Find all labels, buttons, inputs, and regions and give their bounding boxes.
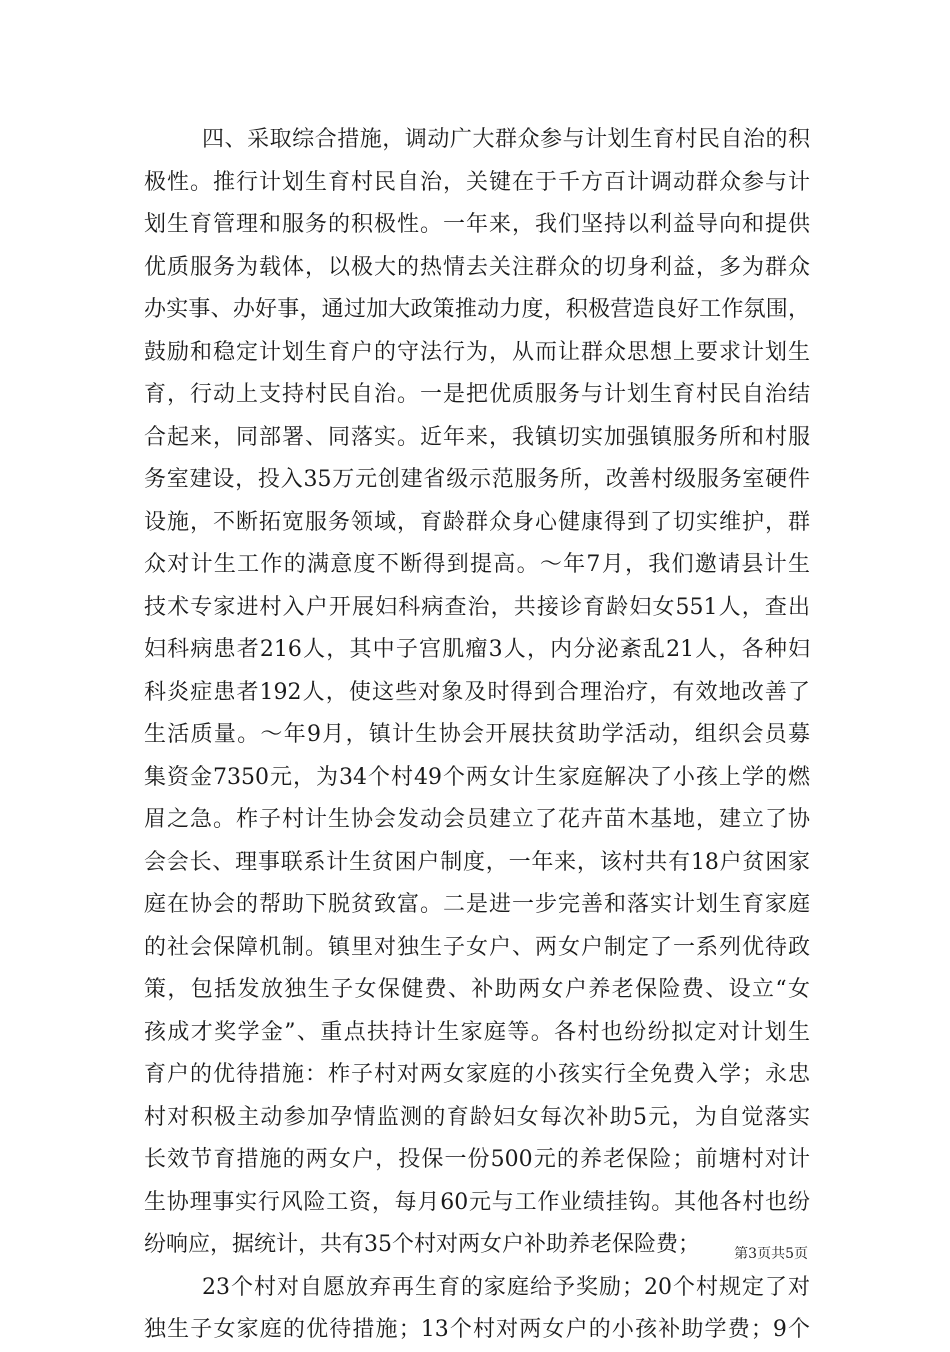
text-line: 庭在协会的帮助下脱贫致富。二是进一步完善和落实计划生育家庭 (144, 892, 810, 917)
text-line: 长效节育措施的两女户，投保一份500元的养老保险；前塘村对计 (144, 1147, 810, 1172)
text-line: 技术专家进村入户开展妇科病查治，共接诊育龄妇女551人，查出 (144, 594, 810, 620)
text-line: 眉之急。柞子村计生协会发动会员建立了花卉苗木基地，建立了协 (144, 807, 810, 832)
text-line: 务室建设，投入35万元创建省级示范服务所，改善村级服务室硬件 (144, 467, 810, 492)
text-line: 合起来，同部署、同落实。近年来，我镇切实加强镇服务所和村服 (144, 424, 810, 450)
page-number: 第3页共5页 (734, 1246, 808, 1262)
text-line: 极性。推行计划生育村民自治，关键在于千方百计调动群众参与计 (144, 169, 810, 195)
body-text (144, 119, 810, 1352)
text-line: 办实事、办好事，通过加大政策推动力度，积极营造良好工作氛围， (144, 297, 810, 322)
text-line: 众对计生工作的满意度不断得到提高。～年7月，我们邀请县计生 (144, 552, 810, 577)
text-line: 孩成才奖学金”、重点扶持计生家庭等。各村也纷纷拟定对计划生 (144, 1019, 810, 1045)
text-line: 鼓励和稳定计划生育户的守法行为，从而让群众思想上要求计划生 (144, 339, 810, 365)
text-line: 独生子女家庭的优待措施；13个村对两女户的小孩补助学费；9个 (144, 1317, 810, 1342)
text-line: 四、采取综合措施，调动广大群众参与计划生育村民自治的积 (202, 127, 810, 152)
text-line: 设施，不断拓宽服务领域，育龄群众身心健康得到了切实维护，群 (144, 509, 810, 535)
text-line: 村对积极主动参加孕情监测的育龄妇女每次补助5元，为自觉落实 (144, 1104, 810, 1130)
text-line: 生协理事实行风险工资，每月60元与工作业绩挂钩。其他各村也纷 (144, 1189, 810, 1215)
text-line: 的社会保障机制。镇里对独生子女户、两女户制定了一系列优待政 (144, 934, 810, 960)
text-line: 23个村对自愿放弃再生育的家庭给予奖励；20个村规定了对 (202, 1274, 810, 1300)
text-line: 会会长、理事联系计生贫困户制度，一年来，该村共有18户贫困家 (144, 849, 810, 875)
text-line: 划生育管理和服务的积极性。一年来，我们坚持以利益导向和提供 (144, 212, 810, 237)
text-line: 妇科病患者216人，其中子宫肌瘤3人，内分泌紊乱21人，各种妇 (144, 637, 810, 662)
paragraph (144, 119, 810, 1267)
paragraph (144, 1267, 810, 1352)
text-line: 育户的优待措施：柞子村对两女家庭的小孩实行全免费入学；永忠 (144, 1062, 810, 1087)
text-line: 科炎症患者192人，使这些对象及时得到合理治疗，有效地改善了 (144, 679, 810, 705)
text-line: 育，行动上支持村民自治。一是把优质服务与计划生育村民自治结 (144, 382, 810, 407)
text-line: 纷响应，据统计，共有35个村对两女户补助养老保险费； (144, 1232, 700, 1257)
text-line: 优质服务为载体，以极大的热情去关注群众的切身利益，多为群众 (144, 254, 810, 280)
text-line: 生活质量。～年9月，镇计生协会开展扶贫助学活动，组织会员募 (144, 722, 810, 747)
text-line: 策，包括发放独生子女保健费、补助两女户养老保险费、设立“女 (144, 977, 810, 1002)
text-line: 集资金7350元，为34个村49个两女计生家庭解决了小孩上学的燃 (144, 764, 810, 790)
